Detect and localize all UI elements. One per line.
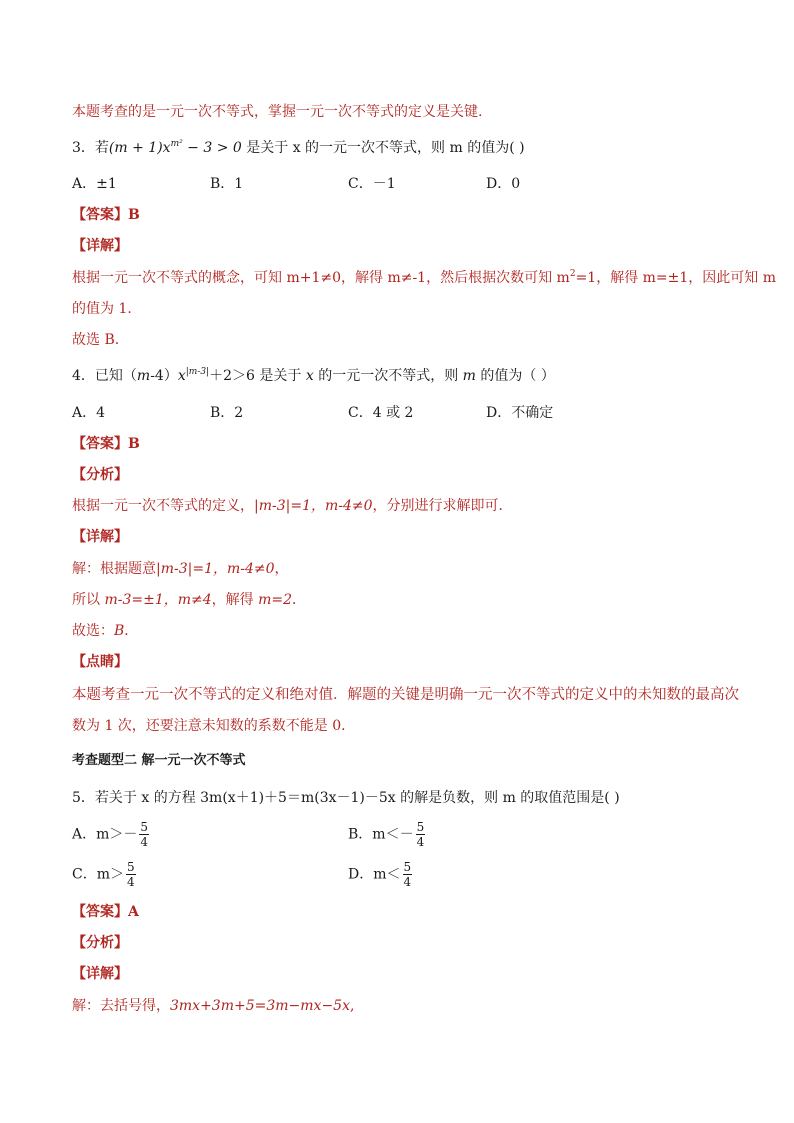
q4-solution-line-2 bbox=[72, 591, 306, 609]
q4-option-a: A．4 bbox=[72, 405, 106, 421]
q4-analysis-heading: 【分析】 bbox=[72, 467, 128, 483]
q4-analysis-b: ，分别进行求解即可． bbox=[372, 498, 513, 514]
intro-note: 本题考查的是一元一次不等式，掌握一元一次不等式的定义是关键. bbox=[72, 104, 483, 120]
q5-option-d bbox=[348, 860, 412, 889]
q3-expr-base: (m + 1)x bbox=[108, 140, 171, 156]
q3-expr-exponent: m² bbox=[170, 139, 183, 149]
q5-detail-heading: 【详解】 bbox=[72, 966, 128, 982]
q4-stem-exponent: |m-3| bbox=[185, 367, 210, 377]
q4-stem-f: 的值为（ ） bbox=[475, 368, 555, 384]
q4-stem-a: 4．已知（ bbox=[72, 368, 137, 384]
q5-solution-line-1 bbox=[72, 997, 354, 1015]
q3-expression bbox=[109, 140, 242, 156]
question-3-stem bbox=[72, 139, 525, 157]
fraction-denominator: 4 bbox=[140, 835, 149, 849]
q3-option-c: C．－1 bbox=[348, 176, 396, 192]
q3-stem-rest: 是关于 x 的一元一次不等式，则 m 的值为( ) bbox=[241, 140, 525, 156]
q4-stem-m2: m bbox=[462, 368, 476, 384]
q5-option-d-fraction bbox=[403, 860, 413, 889]
q4-tip-heading: 【点睛】 bbox=[72, 654, 128, 670]
q5-sol-a: 解：去括号得， bbox=[72, 998, 170, 1014]
q3-number: 3．若 bbox=[72, 140, 109, 156]
q3-option-d: D．0 bbox=[486, 176, 521, 192]
section-title: 考查题型二 解一元一次不等式 bbox=[72, 753, 246, 768]
q4-detail-heading: 【详解】 bbox=[72, 529, 128, 545]
fraction-denominator: 4 bbox=[127, 875, 135, 889]
fraction-denominator: 4 bbox=[403, 875, 412, 889]
q5-option-a-fraction bbox=[139, 820, 149, 849]
question-4-stem bbox=[72, 367, 555, 385]
q5-option-a bbox=[72, 820, 149, 849]
q3-detail-sup: 2 bbox=[569, 269, 576, 279]
q3-detail-text-b: =1，解得 m=±1，因此可知 m bbox=[575, 270, 777, 286]
q4-option-c: C．4 或 2 bbox=[348, 405, 414, 421]
fraction-numerator: 5 bbox=[140, 820, 149, 834]
q3-option-b: B．1 bbox=[210, 176, 244, 192]
q5-option-c-fraction bbox=[126, 860, 136, 889]
q4-sol1-b: ， bbox=[274, 561, 289, 577]
q4-option-b: B．2 bbox=[210, 405, 244, 421]
q5-sol-b: , bbox=[349, 998, 355, 1014]
q4-choose-b: ． bbox=[124, 623, 139, 639]
q3-detail-line-2: 的值为 1. bbox=[72, 301, 132, 317]
q4-analysis-a: 根据一元一次不等式的定义， bbox=[72, 498, 254, 514]
q5-option-c-text: C．m＞ bbox=[72, 866, 124, 883]
q5-option-a-text: A．m＞－ bbox=[72, 826, 138, 843]
q4-answer: 【答案】B bbox=[72, 436, 140, 452]
q4-stem-x: x bbox=[177, 368, 186, 384]
q4-sol1-a: 解：根据题意 bbox=[72, 561, 156, 577]
q5-option-b bbox=[348, 820, 425, 849]
q4-tip-line-1: 本题考查一元一次不等式的定义和绝对值．解题的关键是明确一元一次不等式的定义中的未知数的最高次 bbox=[72, 687, 739, 703]
q5-option-b-text: B．m＜－ bbox=[348, 826, 414, 843]
q4-stem-e: 的一元一次不等式，则 bbox=[313, 368, 463, 384]
q4-sol2-c: ． bbox=[292, 592, 307, 608]
fraction-denominator: 4 bbox=[416, 835, 425, 849]
q4-choose bbox=[72, 622, 138, 640]
q4-tip-line-2: 数为 1 次，还要注意未知数的系数不能是 0． bbox=[72, 718, 356, 734]
q3-detail-text-a: 根据一元一次不等式的概念，可知 m+1≠0，解得 m≠-1，然后根据次数可知 m bbox=[72, 270, 570, 286]
fraction-numerator: 5 bbox=[127, 860, 135, 874]
fraction-numerator: 5 bbox=[403, 860, 412, 874]
q3-detail-line-1 bbox=[72, 269, 776, 287]
q4-sol1-formula: |m-3|=1，m-4≠0 bbox=[156, 561, 275, 577]
q4-stem-m: m bbox=[136, 368, 151, 384]
q5-sol-formula: 3mx+3m+5=3m−mx−5x bbox=[170, 998, 350, 1014]
q5-option-d-text: D．m＜ bbox=[348, 866, 401, 883]
q4-stem-x2: x bbox=[305, 368, 314, 384]
q5-option-b-fraction bbox=[416, 820, 426, 849]
q3-answer: 【答案】B bbox=[72, 207, 140, 223]
q4-analysis-formula: |m-3|=1，m-4≠0 bbox=[254, 498, 373, 514]
q3-option-a: A．±1 bbox=[72, 176, 117, 192]
q3-choose: 故选 B. bbox=[72, 332, 120, 348]
q4-stem-b: -4） bbox=[150, 368, 178, 384]
q3-detail-heading: 【详解】 bbox=[72, 238, 128, 254]
q5-option-c bbox=[72, 860, 136, 889]
q4-choose-letter: B bbox=[114, 623, 125, 639]
fraction-numerator: 5 bbox=[416, 820, 425, 834]
q4-choose-a: 故选： bbox=[72, 623, 114, 639]
q3-expr-tail: − 3 > 0 bbox=[182, 140, 242, 156]
question-5-stem: 5．若关于 x 的方程 3m(x＋1)＋5＝m(3x－1)－5x 的解是负数，则 m 的取值范围是( ) bbox=[72, 790, 620, 806]
q4-sol2-b: ，解得 bbox=[211, 592, 259, 608]
q4-sol2-a: 所以 bbox=[72, 592, 105, 608]
q4-analysis-text bbox=[72, 497, 513, 515]
q5-answer: 【答案】A bbox=[72, 904, 139, 920]
q5-analysis-heading: 【分析】 bbox=[72, 935, 128, 951]
q4-stem-d: ＋2＞6 是关于 bbox=[209, 368, 306, 384]
q4-sol2-result: m=2 bbox=[258, 592, 293, 608]
q4-solution-line-1 bbox=[72, 560, 289, 578]
q4-option-d: D．不确定 bbox=[486, 405, 554, 421]
q4-sol2-formula: m-3=±1，m≠4 bbox=[104, 592, 212, 608]
